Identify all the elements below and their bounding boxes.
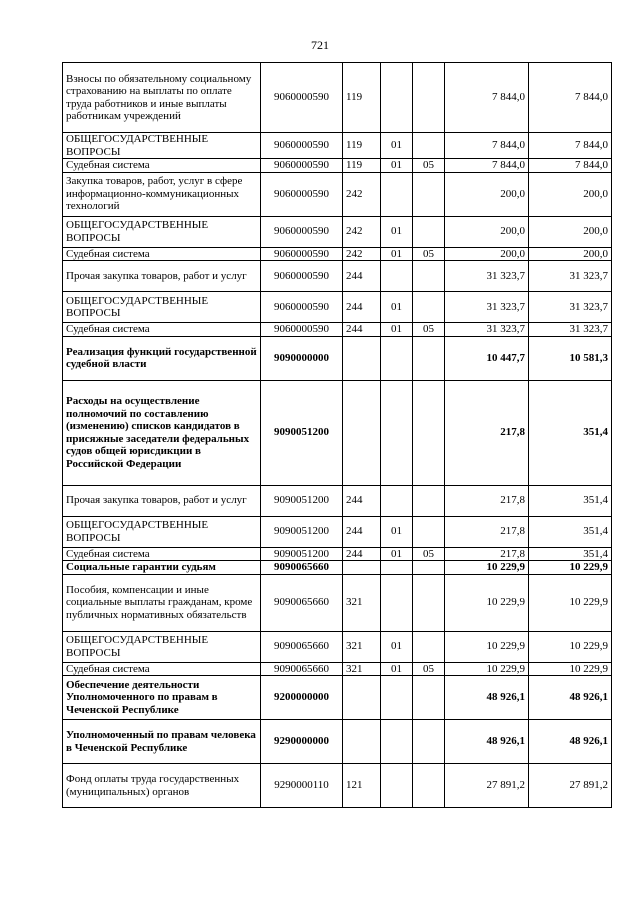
table-row	[63, 292, 612, 323]
row-amount-year1: 31 323,7	[445, 261, 529, 292]
row-subsection: 05	[413, 323, 445, 337]
row-section: 01	[381, 662, 413, 676]
table-row	[63, 172, 612, 216]
row-name: ОБЩЕГОСУДАРСТВЕННЫЕ ВОПРОСЫ	[63, 216, 261, 247]
row-subsection	[413, 574, 445, 631]
row-target-code: 9060000590	[261, 133, 343, 159]
row-target-code: 9290000110	[261, 764, 343, 808]
page-number: 721	[311, 38, 329, 52]
row-name: ОБЩЕГОСУДАРСТВЕННЫЕ ВОПРОСЫ	[63, 133, 261, 159]
row-target-code: 9060000590	[261, 323, 343, 337]
row-name: Уполномоченный по правам человека в Чеченской Республике	[63, 720, 261, 764]
row-subsection	[413, 292, 445, 323]
row-amount-year1: 10 229,9	[445, 574, 529, 631]
row-expense-type	[343, 561, 381, 575]
row-amount-year2: 10 229,9	[529, 631, 612, 662]
row-name: Социальные гарантии судьям	[63, 561, 261, 575]
row-name: Взносы по обязательному социальному страхованию на выплаты по оплате труда работников и иные выплаты работникам учреждений	[63, 63, 261, 133]
row-amount-year2: 31 323,7	[529, 261, 612, 292]
row-amount-year1: 10 447,7	[445, 336, 529, 380]
row-target-code: 9090065660	[261, 561, 343, 575]
row-name: Судебная система	[63, 662, 261, 676]
row-target-code: 9090065660	[261, 631, 343, 662]
row-target-code: 9200000000	[261, 676, 343, 720]
row-expense-type: 244	[343, 261, 381, 292]
row-subsection	[413, 516, 445, 547]
row-amount-year2: 27 891,2	[529, 764, 612, 808]
row-section: 01	[381, 547, 413, 561]
row-amount-year2: 200,0	[529, 247, 612, 261]
row-subsection	[413, 63, 445, 133]
row-amount-year1: 7 844,0	[445, 159, 529, 173]
row-target-code: 9090065660	[261, 662, 343, 676]
row-subsection	[413, 631, 445, 662]
row-expense-type: 244	[343, 516, 381, 547]
row-expense-type: 119	[343, 63, 381, 133]
row-section: 01	[381, 292, 413, 323]
table-row	[63, 261, 612, 292]
row-name: ОБЩЕГОСУДАРСТВЕННЫЕ ВОПРОСЫ	[63, 516, 261, 547]
row-name: Расходы на осуществление полномочий по составлению (изменению) списков кандидатов в присяжные заседатели федеральных судов общей юрисдикции в Российской Федерации	[63, 380, 261, 485]
row-expense-type: 321	[343, 631, 381, 662]
row-section: 01	[381, 247, 413, 261]
row-expense-type: 244	[343, 323, 381, 337]
row-amount-year1: 7 844,0	[445, 63, 529, 133]
row-amount-year2: 10 229,9	[529, 662, 612, 676]
row-section	[381, 485, 413, 516]
row-amount-year1: 31 323,7	[445, 323, 529, 337]
row-target-code: 9060000590	[261, 159, 343, 173]
row-expense-type: 119	[343, 159, 381, 173]
row-target-code: 9060000590	[261, 63, 343, 133]
row-amount-year1: 10 229,9	[445, 662, 529, 676]
table-row	[63, 247, 612, 261]
row-target-code: 9060000590	[261, 292, 343, 323]
table-row	[63, 574, 612, 631]
row-subsection: 05	[413, 547, 445, 561]
row-name: Судебная система	[63, 247, 261, 261]
table-row	[63, 720, 612, 764]
row-amount-year2: 200,0	[529, 172, 612, 216]
row-amount-year1: 217,8	[445, 547, 529, 561]
row-expense-type: 244	[343, 292, 381, 323]
table-row	[63, 336, 612, 380]
row-name: Пособия, компенсации и иные социальные выплаты гражданам, кроме публичных нормативных обязательств	[63, 574, 261, 631]
row-amount-year2: 31 323,7	[529, 292, 612, 323]
row-subsection	[413, 380, 445, 485]
row-subsection	[413, 133, 445, 159]
row-amount-year2: 10 581,3	[529, 336, 612, 380]
row-expense-type	[343, 720, 381, 764]
row-amount-year2: 48 926,1	[529, 720, 612, 764]
row-subsection: 05	[413, 662, 445, 676]
row-amount-year1: 200,0	[445, 216, 529, 247]
row-amount-year1: 200,0	[445, 172, 529, 216]
row-amount-year1: 217,8	[445, 380, 529, 485]
table-row	[63, 216, 612, 247]
row-name: Фонд оплаты труда государственных (муниципальных) органов	[63, 764, 261, 808]
table-row	[63, 133, 612, 159]
row-subsection	[413, 720, 445, 764]
row-subsection	[413, 336, 445, 380]
row-name: ОБЩЕГОСУДАРСТВЕННЫЕ ВОПРОСЫ	[63, 631, 261, 662]
row-amount-year1: 48 926,1	[445, 676, 529, 720]
row-amount-year1: 10 229,9	[445, 631, 529, 662]
row-name: Судебная система	[63, 547, 261, 561]
budget-table	[62, 62, 612, 808]
row-name: Реализация функций государственной судебной власти	[63, 336, 261, 380]
row-section	[381, 261, 413, 292]
row-target-code: 9090051200	[261, 485, 343, 516]
row-name: Судебная система	[63, 159, 261, 173]
row-target-code: 9090051200	[261, 380, 343, 485]
table-row	[63, 561, 612, 575]
row-target-code: 9090051200	[261, 516, 343, 547]
row-subsection	[413, 172, 445, 216]
row-amount-year1: 7 844,0	[445, 133, 529, 159]
row-amount-year2: 10 229,9	[529, 561, 612, 575]
row-section	[381, 764, 413, 808]
row-section	[381, 172, 413, 216]
row-amount-year2: 351,4	[529, 380, 612, 485]
row-subsection: 05	[413, 159, 445, 173]
table-row	[63, 63, 612, 133]
row-section: 01	[381, 133, 413, 159]
row-amount-year1: 10 229,9	[445, 561, 529, 575]
row-subsection	[413, 676, 445, 720]
row-section	[381, 574, 413, 631]
row-amount-year2: 351,4	[529, 516, 612, 547]
row-expense-type	[343, 380, 381, 485]
row-expense-type: 119	[343, 133, 381, 159]
row-target-code: 9060000590	[261, 216, 343, 247]
row-amount-year1: 217,8	[445, 485, 529, 516]
row-subsection	[413, 764, 445, 808]
row-name: Обеспечение деятельности Уполномоченного по правам в Чеченской Республике	[63, 676, 261, 720]
row-name: Прочая закупка товаров, работ и услуг	[63, 261, 261, 292]
row-amount-year1: 200,0	[445, 247, 529, 261]
row-target-code: 9060000590	[261, 261, 343, 292]
row-subsection	[413, 261, 445, 292]
row-amount-year1: 31 323,7	[445, 292, 529, 323]
row-amount-year2: 48 926,1	[529, 676, 612, 720]
row-amount-year2: 200,0	[529, 216, 612, 247]
table-row	[63, 764, 612, 808]
row-target-code: 9090065660	[261, 574, 343, 631]
table-row	[63, 323, 612, 337]
row-section	[381, 380, 413, 485]
table-row	[63, 485, 612, 516]
row-section	[381, 720, 413, 764]
table-row	[63, 676, 612, 720]
table-row	[63, 662, 612, 676]
row-expense-type: 321	[343, 662, 381, 676]
row-amount-year2: 7 844,0	[529, 63, 612, 133]
row-expense-type: 121	[343, 764, 381, 808]
row-target-code: 9090051200	[261, 547, 343, 561]
row-expense-type: 321	[343, 574, 381, 631]
row-subsection: 05	[413, 247, 445, 261]
row-target-code: 9090000000	[261, 336, 343, 380]
budget-table-body	[63, 63, 612, 808]
row-section: 01	[381, 631, 413, 662]
row-section: 01	[381, 516, 413, 547]
table-row	[63, 380, 612, 485]
row-name: ОБЩЕГОСУДАРСТВЕННЫЕ ВОПРОСЫ	[63, 292, 261, 323]
row-subsection	[413, 561, 445, 575]
row-section	[381, 63, 413, 133]
row-amount-year1: 217,8	[445, 516, 529, 547]
row-section	[381, 561, 413, 575]
row-name: Закупка товаров, работ, услуг в сфере информационно-коммуникационных технологий	[63, 172, 261, 216]
row-section: 01	[381, 159, 413, 173]
table-row	[63, 516, 612, 547]
table-row	[63, 631, 612, 662]
row-amount-year2: 10 229,9	[529, 574, 612, 631]
row-section	[381, 336, 413, 380]
row-amount-year2: 351,4	[529, 485, 612, 516]
row-name: Судебная система	[63, 323, 261, 337]
row-section: 01	[381, 216, 413, 247]
row-amount-year2: 7 844,0	[529, 159, 612, 173]
row-expense-type: 244	[343, 547, 381, 561]
row-target-code: 9060000590	[261, 247, 343, 261]
row-expense-type	[343, 676, 381, 720]
row-name: Прочая закупка товаров, работ и услуг	[63, 485, 261, 516]
table-row	[63, 547, 612, 561]
row-expense-type: 244	[343, 485, 381, 516]
row-subsection	[413, 485, 445, 516]
table-row	[63, 159, 612, 173]
row-target-code: 9060000590	[261, 172, 343, 216]
row-section: 01	[381, 323, 413, 337]
row-amount-year1: 27 891,2	[445, 764, 529, 808]
row-amount-year2: 351,4	[529, 547, 612, 561]
row-amount-year2: 31 323,7	[529, 323, 612, 337]
row-amount-year2: 7 844,0	[529, 133, 612, 159]
row-expense-type: 242	[343, 216, 381, 247]
row-expense-type	[343, 336, 381, 380]
row-expense-type: 242	[343, 247, 381, 261]
row-target-code: 9290000000	[261, 720, 343, 764]
row-amount-year1: 48 926,1	[445, 720, 529, 764]
row-expense-type: 242	[343, 172, 381, 216]
row-section	[381, 676, 413, 720]
row-subsection	[413, 216, 445, 247]
